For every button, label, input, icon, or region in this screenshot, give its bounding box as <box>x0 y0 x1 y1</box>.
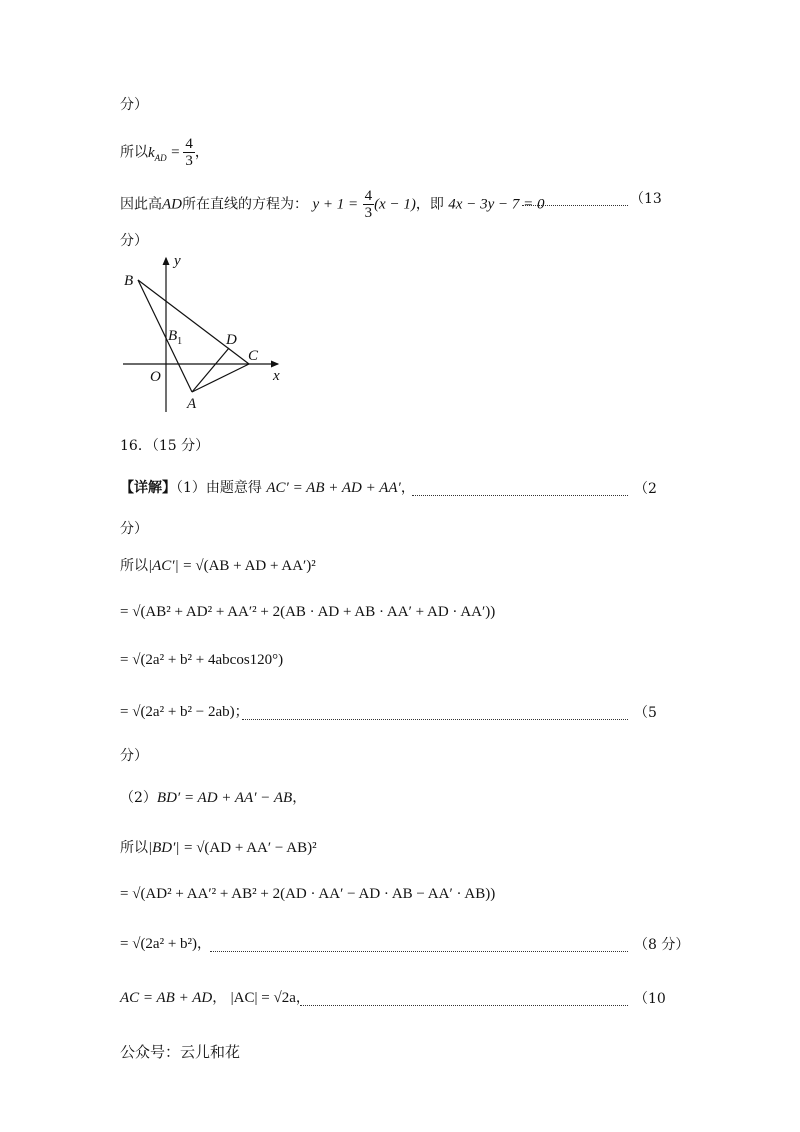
label-C: C <box>248 348 259 364</box>
vector-equation: AC′ = AB + AD + AA′ <box>266 480 401 496</box>
expansion-line: = √(AD² + AA′² + AB² + 2(AD · AA′ − AD · AB − AA′ · AB)) <box>120 886 496 902</box>
score-mark: （10 <box>634 991 666 1007</box>
label-B: B <box>124 273 134 289</box>
continuation-text: 分） <box>120 521 148 537</box>
ac-line: AC = AB + AD， |AC| = √2a， <box>120 990 310 1006</box>
segment-BA <box>138 280 192 392</box>
score-mark: （13 <box>630 191 662 207</box>
magnitude-AC-prime: |AC′| <box>148 558 179 574</box>
segment-AD: AD <box>162 196 182 213</box>
segment-AC <box>192 364 249 392</box>
coordinate-figure <box>118 250 288 415</box>
dotted-leader <box>210 951 628 952</box>
vector-equation: AC = AB + AD <box>120 990 213 1006</box>
magnitude-line: 所以|AC′| = √(AB + AD + AA′)² <box>120 558 316 574</box>
equation-fraction: $\frac{4}{3}$ <box>364 188 373 221</box>
footer-text: 公众号：云儿和花 <box>120 1043 241 1061</box>
sqrt-expression: = √(AD + AA′ − AB)² <box>183 840 317 856</box>
vector-equation: BD′ = AD + AA′ − AB <box>156 790 293 806</box>
expansion-line: = √(AB² + AD² + AA′² + 2(AB · AD + AB · AA′ + AD · AA′)) <box>120 604 496 620</box>
magnitude-AC: |AC| = √2a <box>230 990 296 1006</box>
label-A: A <box>187 396 197 412</box>
simplified-line: = √(2a² + b² + 4abcos120°) <box>120 652 284 668</box>
sqrt-expression: = √(AB + AD + AA′)² <box>183 558 316 574</box>
label-x: x <box>273 368 280 384</box>
detail-label: 【详解】 <box>120 480 176 496</box>
result-line: = √(2a² + b² − 2ab)； <box>120 704 249 720</box>
question-number: 16．（15 分） <box>120 438 210 454</box>
slope-fraction: $\frac{4}{3}$ <box>185 136 193 169</box>
dotted-leader <box>242 719 628 720</box>
score-mark: （5 <box>634 705 657 721</box>
magnitude-line: 所以|BD′| = √(AD + AA′ − AB)² <box>120 840 317 856</box>
continuation-text: 分） <box>120 97 148 113</box>
result-line: = √(2a² + b²)， <box>120 936 212 952</box>
slope-line: 所以$k_{AD}$ = $\frac{4}{3}$ ， <box>120 136 209 169</box>
segment-AD <box>192 348 229 392</box>
dotted-leader <box>412 495 628 496</box>
label-O: O <box>150 369 161 385</box>
magnitude-BD-prime: |BD′| <box>148 840 180 856</box>
slope-symbol: $k_{AD}$ <box>148 144 167 163</box>
continuation-text: 分） <box>120 748 148 764</box>
altitude-equation-line: 因此高AD所在直线的方程为： y + 1 = $\frac{4}{3}$ (x − 1)，即 4x − 3y − 7 = 0 <box>120 188 545 221</box>
dotted-leader <box>300 1005 628 1006</box>
score-mark: （8 分） <box>634 937 690 953</box>
continuation-text: 分） <box>120 233 148 249</box>
segment-BC <box>138 280 249 364</box>
label-y: y <box>174 253 181 269</box>
label-D: D <box>226 332 237 348</box>
line-equation: 4x − 3y − 7 = 0 <box>448 196 545 213</box>
label-B1: $B_1$ <box>168 328 183 347</box>
detail-line: 【详解】（1）由题意得 AC′ = AB + AD + AA′， <box>120 480 415 496</box>
text-suoyi: 所以 <box>120 144 148 161</box>
score-mark: （2 <box>634 481 657 497</box>
dotted-leader <box>522 205 628 206</box>
part2-line: （2）BD′ = AD + AA′ − AB， <box>120 790 307 806</box>
